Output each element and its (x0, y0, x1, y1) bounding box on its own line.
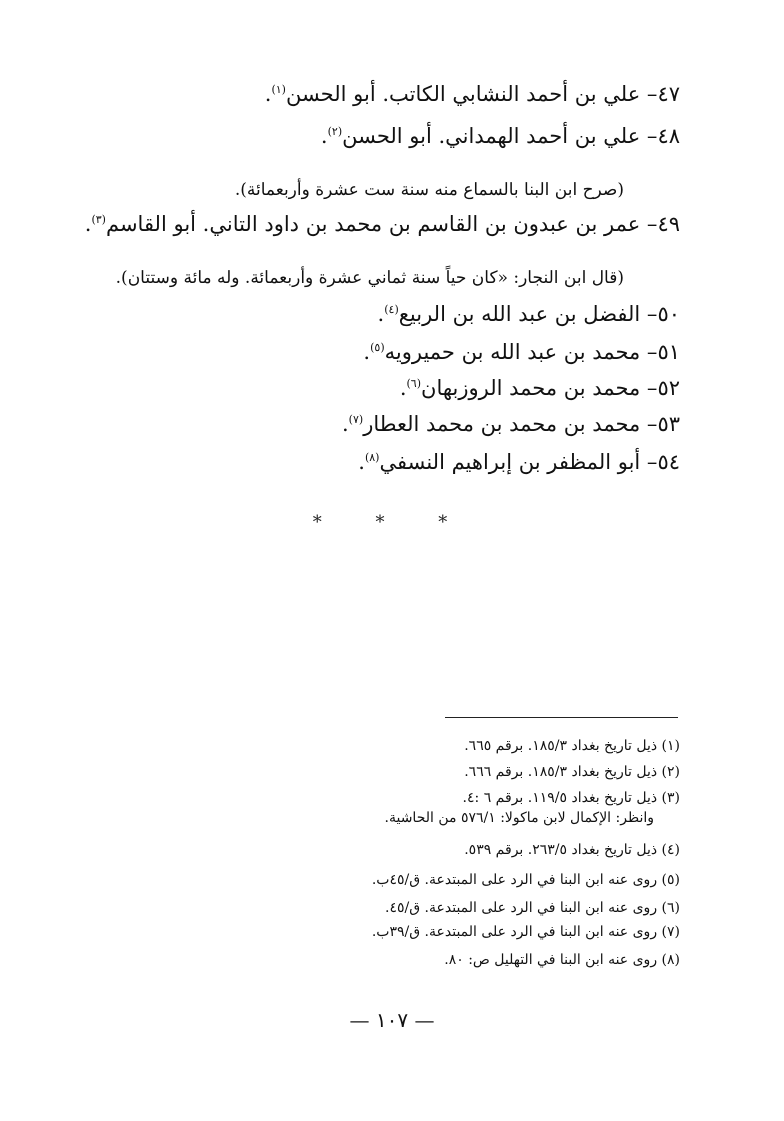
footnote-separator (445, 717, 678, 718)
note-sama: (صرح ابن البنا بالسماع منه سنة ست عشرة وأربعمائة). (234, 180, 624, 200)
footnote-ref: (٢) (327, 125, 343, 138)
section-divider-stars: * * * (312, 512, 472, 533)
footnote-8: (٨) روى عنه ابن البنا في التهليل ص: ٨٠. (444, 952, 680, 968)
entry-50: ٥٠– الفضل بن عبد الله بن الربيع$^{(٤)}$. (377, 302, 680, 326)
footnote-ref: (٤) (384, 303, 399, 316)
footnote-1: (١) ذيل تاريخ بغداد ١٨٥/٣. برقم ٦٦٥. (464, 738, 680, 754)
entry-49: ٤٩– عمر بن عبدون بن القاسم بن محمد بن داود التاني. أبو القاسم$^{(٣)}$. (84, 212, 680, 236)
entry-52: ٥٢– محمد بن محمد الروزبهان$^{(٦)}$. (399, 376, 680, 400)
footnote-7: (٧) روى عنه ابن البنا في الرد على المبتدعة. ق/٣٩ب. (371, 924, 680, 940)
footnote-ref: (١) (271, 83, 286, 96)
entry-47: ٤٧– علي بن أحمد النشابي الكاتب. أبو الحسن$^{(١)}$. (264, 82, 680, 106)
entry-53: ٥٣– محمد بن محمد بن محمد العطار$^{(٧)}$. (341, 412, 680, 436)
footnote-ref: (٥) (370, 341, 385, 354)
footnote-3-continued: وانظر: الإكمال لابن ماكولا: ٥٧٦/١ من الحاشية. (384, 810, 654, 826)
note-ibn-najjar: (قال ابن النجار: «كان حياً سنة ثماني عشرة وأربعمائة. وله مائة وستتان). (115, 268, 624, 288)
footnote-ref: (٦) (406, 377, 422, 390)
entry-54: ٥٤– أبو المظفر بن إبراهيم النسفي$^{(٨)}$. (358, 450, 680, 474)
footnote-6: (٦) روى عنه ابن البنا في الرد على المبتدعة. ق/٤٥. (385, 900, 680, 916)
entry-48: ٤٨– علي بن أحمد الهمداني. أبو الحسن$^{(٢)}$. (320, 124, 680, 148)
footnote-ref: (٣) (91, 213, 106, 226)
entry-51: ٥١– محمد بن عبد الله بن حميرويه$^{(٥)}$. (363, 340, 680, 364)
footnote-ref: (٧) (348, 413, 364, 426)
footnote-2: (٢) ذيل تاريخ بغداد ١٨٥/٣. برقم ٦٦٦. (464, 764, 680, 780)
footnote-3: (٣) ذيل تاريخ بغداد ١١٩/٥. برقم ٦ :٤. (462, 790, 680, 806)
footnote-ref: (٨) (364, 451, 380, 464)
page-number: — ١٠٧ — (349, 1008, 435, 1032)
footnote-4: (٤) ذيل تاريخ بغداد ٢٦٣/٥. برقم ٥٣٩. (464, 842, 680, 858)
footnote-5: (٥) روى عنه ابن البنا في الرد على المبتدعة. ق/٤٥ب. (371, 872, 680, 888)
